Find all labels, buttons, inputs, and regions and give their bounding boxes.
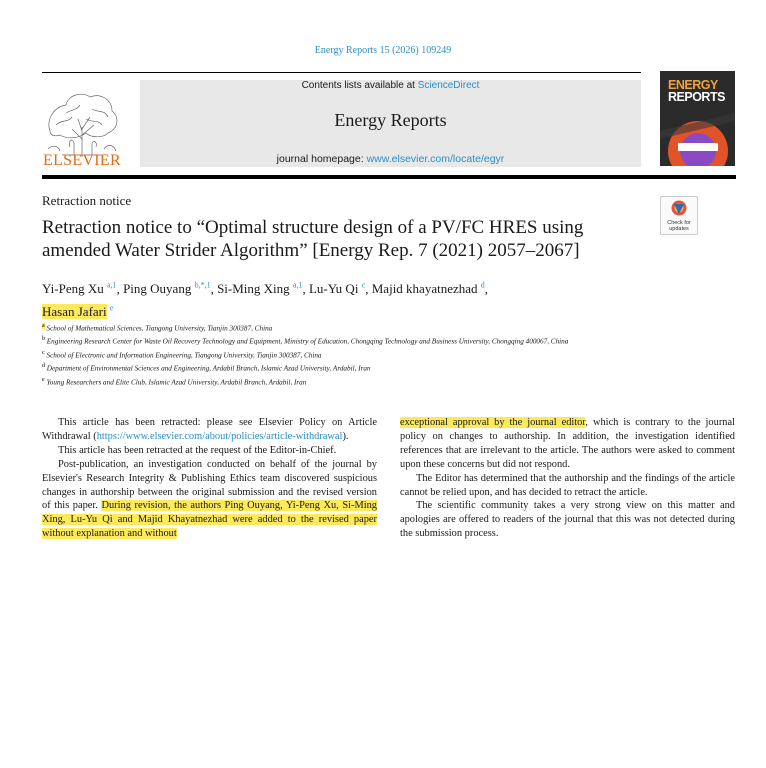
cover-title-line1: ENERGY — [668, 78, 718, 92]
affiliation-item — [42, 361, 642, 374]
article-type: Retraction notice — [42, 193, 132, 208]
paragraph — [42, 416, 377, 444]
paragraph-text: Post-publication, an investigation conducted on behalf of the journal by Elsevier's Research Integrity & Publishing Ethics team discovered suspicious changes in authorship between the original submission and the revised version of this paper. — [42, 458, 377, 512]
affiliation-text: Young Researchers and Elite Club, Islamic Azad University, Ardabil Branch, Ardabil, Iran — [46, 377, 307, 386]
author-name: Si-Ming Xing — [217, 281, 290, 297]
author-name: Yi-Peng Xu — [42, 281, 104, 297]
crossmark-label-line2: updates — [669, 226, 689, 232]
journal-title: Energy Reports — [334, 110, 447, 130]
author-separator: , — [210, 281, 218, 297]
author-affiliation-mark[interactable]: b,*,1 — [194, 281, 211, 290]
author-name: Majid khayatnezhad — [371, 281, 478, 297]
top-rule — [42, 72, 641, 73]
journal-cover-image[interactable] — [660, 71, 735, 166]
affiliation-mark: d — [42, 363, 45, 370]
journal-homepage-line — [140, 153, 641, 165]
article-title: Retraction notice to “Optimal structure design of a PV/FC HRES using amended Water Strider Algorithm” [Energy Rep. 7 (2021) 2057–2067] — [42, 217, 584, 261]
author-affiliation-mark[interactable]: d — [480, 281, 485, 290]
contents-prefix: Contents lists available at — [301, 80, 418, 91]
paragraph: The scientific community takes a very strong view on this matter and apologies are offered to readers of the journal that this was not detected during the submission process. — [400, 500, 735, 540]
paragraph — [400, 416, 735, 472]
journal-homepage-link[interactable]: www.elsevier.com/locate/egyr — [366, 153, 505, 165]
author-1[interactable] — [42, 281, 117, 296]
withdrawal-policy-link[interactable]: https://www.elsevier.com/about/policies/article-withdrawal — [96, 430, 343, 442]
paragraph: The Editor has determined that the authorship and the findings of the article cannot be relied upon, and has decided to retract the article. — [400, 472, 735, 498]
author-affiliation-mark[interactable]: a,1 — [107, 281, 117, 290]
affiliation-text: School of Mathematical Sciences, Tiangong University, Tianjin 300387, China — [46, 324, 273, 333]
publisher-name: ELSEVIER — [43, 152, 121, 169]
affiliation-mark: e — [42, 376, 45, 383]
affiliation-mark: c — [42, 349, 45, 356]
affiliation-item — [42, 334, 642, 347]
author-2[interactable] — [123, 281, 211, 296]
affiliation-text: Department of Environmental Sciences and Engineering, Ardabil Branch, Islamic Azad University, Ardabil, Iran — [46, 364, 371, 373]
author-affiliation-mark[interactable]: c — [361, 281, 366, 290]
header-thick-rule — [42, 175, 736, 179]
affiliation-text: School of Electronic and Information Engineering, Tiangong University, Tianjin 300387, China — [46, 351, 322, 360]
author-5[interactable] — [372, 281, 485, 296]
author-name: Ping Ouyang — [123, 281, 192, 297]
author-name-highlighted: Hasan Jafari — [42, 303, 107, 319]
author-3[interactable] — [217, 281, 302, 296]
affiliation-list — [42, 321, 642, 388]
body-column-right — [400, 416, 735, 541]
paragraph-text: ). — [342, 430, 349, 442]
affiliation-item — [42, 375, 642, 388]
paragraph-text: , which is contrary to the journal policy on changes to authorship. In addition, the investigation identified references that are irrelevant to the article. The authors were asked to comment upon these concerns but did not respond. — [400, 417, 735, 470]
affiliation-item — [42, 348, 642, 361]
contents-available-line — [140, 80, 641, 91]
author-4[interactable] — [309, 281, 365, 296]
check-for-updates-badge[interactable] — [660, 196, 698, 235]
author-name: Lu-Yu Qi — [308, 281, 359, 297]
author-affiliation-mark[interactable]: a,1 — [292, 281, 303, 290]
affiliation-mark: a — [42, 323, 45, 329]
journal-reference-link[interactable]: Energy Reports 15 (2026) 109249 — [314, 45, 452, 56]
sciencedirect-link[interactable]: ScienceDirect — [417, 80, 480, 91]
author-6[interactable] — [42, 304, 113, 319]
cover-title — [668, 79, 725, 103]
paragraph: This article has been retracted at the request of the Editor-in-Chief. — [58, 444, 337, 456]
affiliation-mark: b — [42, 336, 45, 343]
highlighted-text: During revision, the authors Ping Ouyang, Yi-Peng Xu, Si-Ming Xing, Lu-Yu Qi and Majid Khayatnezhad were added to the revised paper without explanation and without — [42, 500, 377, 540]
author-separator: , — [484, 281, 489, 297]
author-separator: , — [365, 281, 372, 297]
crossmark-icon — [671, 200, 687, 218]
paragraph — [42, 458, 377, 541]
affiliation-text: Engineering Research Center for Waste Oil Recovery Technology and Equipment, Ministry of Education, Chongqing Technology and Business University, Chongqing 400067, China — [46, 337, 569, 346]
crossmark-label — [661, 220, 697, 232]
paragraph-text: This article has been retracted: please see Elsevier Policy on Article Withdrawal ( — [42, 417, 377, 442]
homepage-prefix: journal homepage: — [276, 153, 367, 165]
cover-title-line2: REPORTS — [668, 90, 725, 104]
author-affiliation-mark[interactable]: e — [109, 303, 114, 313]
crossmark-label-line1: Check for — [667, 220, 691, 226]
author-separator: , — [302, 281, 309, 297]
affiliation-item — [42, 321, 642, 334]
author-separator: , — [116, 281, 124, 297]
journal-masthead — [140, 80, 641, 167]
body-column-left — [42, 416, 377, 541]
highlighted-text: exceptional approval by the journal editor — [400, 417, 586, 428]
author-list — [42, 276, 682, 321]
